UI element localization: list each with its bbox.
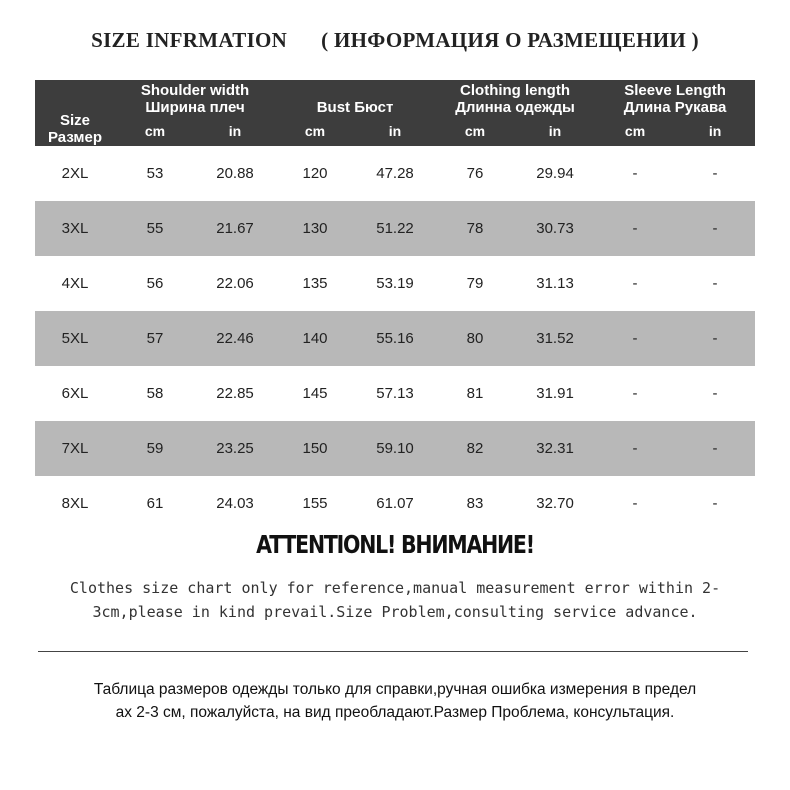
shoulder-width-header: [115, 80, 275, 116]
table-row: [35, 256, 755, 311]
cell-shoulder-in: 20.88: [216, 165, 254, 182]
sleeve-length-header: [595, 80, 755, 116]
cell-length-in: 30.73: [536, 220, 574, 237]
cell-shoulder-in: 24.03: [216, 495, 254, 512]
shoulder-width-en: Shoulder width: [140, 82, 250, 99]
disclaimer-ru: [22, 678, 768, 724]
cell-bust-cm: 150: [302, 440, 328, 457]
disclaimer-ru-line: ах 2-3 см, пожалуйста, на вид преобладают.Размер Проблема, консультация.: [115, 704, 675, 721]
cell-sleeve-in: -: [712, 385, 718, 402]
cell-shoulder-cm: 58: [146, 385, 164, 402]
cell-sleeve-cm: -: [632, 385, 638, 402]
cell-shoulder-cm: 53: [146, 165, 164, 182]
cell-bust-in: 53.19: [376, 275, 414, 292]
cell-length-in: 31.91: [536, 385, 574, 402]
disclaimer-ru-line: Таблица размеров одежды только для справки,ручная ошибка измерения в предел: [93, 681, 697, 698]
cell-length-cm: 82: [466, 440, 484, 457]
cell-bust-cm: 130: [302, 220, 328, 237]
table-row: [35, 476, 755, 531]
disclaimer-en-line: 3cm,please in kind prevail.Size Problem,consulting service advance.: [92, 603, 698, 621]
cell-size: 6XL: [61, 385, 89, 402]
cell-shoulder-in: 23.25: [216, 440, 254, 457]
cell-sleeve-in: -: [712, 495, 718, 512]
table-row: [35, 421, 755, 476]
cell-length-in: 31.13: [536, 275, 574, 292]
cell-bust-cm: 135: [302, 275, 328, 292]
cell-size: 8XL: [61, 495, 89, 512]
disclaimer-en-line: Clothes size chart only for reference,manual measurement error within 2-: [69, 579, 721, 597]
bust-header: [275, 80, 435, 116]
cell-shoulder-cm: 59: [146, 440, 164, 457]
size-column-header: [35, 80, 115, 146]
unit-in: in: [548, 122, 562, 139]
cell-sleeve-in: -: [712, 440, 718, 457]
table-header: [35, 80, 755, 146]
disclaimer-en: [30, 576, 760, 624]
cell-bust-in: 55.16: [376, 330, 414, 347]
cell-length-in: 32.31: [536, 440, 574, 457]
clothing-length-ru: Длинна одежды: [455, 99, 575, 116]
cell-shoulder-cm: 61: [146, 495, 164, 512]
size-table: [35, 80, 755, 531]
cell-sleeve-cm: -: [632, 330, 638, 347]
clothing-length-en: Clothing length: [460, 82, 571, 99]
cell-size: 2XL: [61, 165, 89, 182]
cell-bust-cm: 140: [302, 330, 328, 347]
title-en: SIZE INFRMATION: [91, 28, 288, 52]
table-body: [35, 146, 755, 531]
cell-sleeve-in: -: [712, 220, 718, 237]
cell-sleeve-cm: -: [632, 275, 638, 292]
table-row: [35, 366, 755, 421]
attention-heading: ATTENTIONL! ВНИМАНИЕ!: [256, 530, 534, 559]
cell-sleeve-cm: -: [632, 495, 638, 512]
size-header-ru: Размер: [47, 129, 103, 146]
cell-shoulder-in: 22.06: [216, 275, 254, 292]
unit-in: in: [228, 122, 242, 139]
sleeve-length-en: Sleeve Length: [624, 82, 726, 99]
cell-sleeve-cm: -: [632, 220, 638, 237]
cell-shoulder-in: 22.46: [216, 330, 254, 347]
cell-sleeve-in: -: [712, 330, 718, 347]
cell-length-cm: 76: [466, 165, 484, 182]
cell-shoulder-cm: 57: [146, 330, 164, 347]
cell-sleeve-cm: -: [632, 165, 638, 182]
header-row-groups: [35, 80, 755, 116]
cell-length-in: 29.94: [536, 165, 574, 182]
cell-size: 3XL: [61, 220, 89, 237]
cell-length-cm: 80: [466, 330, 484, 347]
size-table-container: [35, 80, 755, 531]
unit-cm: cm: [304, 122, 326, 139]
cell-shoulder-in: 21.67: [216, 220, 254, 237]
page-title: [0, 28, 790, 53]
unit-cm: cm: [624, 122, 646, 139]
cell-shoulder-in: 22.85: [216, 385, 254, 402]
cell-length-cm: 78: [466, 220, 484, 237]
cell-bust-in: 61.07: [376, 495, 414, 512]
cell-bust-in: 57.13: [376, 385, 414, 402]
table-row: [35, 201, 755, 256]
table-row: [35, 311, 755, 366]
cell-bust-cm: 155: [302, 495, 328, 512]
cell-bust-cm: 145: [302, 385, 328, 402]
cell-sleeve-in: -: [712, 275, 718, 292]
cell-bust-in: 51.22: [376, 220, 414, 237]
cell-length-cm: 83: [466, 495, 484, 512]
unit-cm: cm: [464, 122, 486, 139]
header-row-units: [35, 116, 755, 146]
divider-line: [38, 651, 748, 652]
bust-label: Bust Бюст: [316, 99, 394, 116]
cell-bust-in: 47.28: [376, 165, 414, 182]
size-header-en: Size: [59, 112, 90, 129]
cell-shoulder-cm: 56: [146, 275, 164, 292]
cell-length-in: 31.52: [536, 330, 574, 347]
unit-cm: cm: [144, 122, 166, 139]
unit-in: in: [388, 122, 402, 139]
cell-sleeve-cm: -: [632, 440, 638, 457]
cell-size: 5XL: [61, 330, 89, 347]
cell-shoulder-cm: 55: [146, 220, 164, 237]
cell-length-cm: 79: [466, 275, 484, 292]
cell-length-in: 32.70: [536, 495, 574, 512]
cell-size: 7XL: [61, 440, 89, 457]
cell-size: 4XL: [61, 275, 89, 292]
cell-sleeve-in: -: [712, 165, 718, 182]
clothing-length-header: [435, 80, 595, 116]
shoulder-width-ru: Ширина плеч: [145, 99, 245, 116]
table-row: [35, 146, 755, 201]
cell-length-cm: 81: [466, 385, 484, 402]
cell-bust-in: 59.10: [376, 440, 414, 457]
cell-bust-cm: 120: [302, 165, 328, 182]
unit-in: in: [708, 122, 722, 139]
sleeve-length-ru: Длина Рукава: [623, 99, 727, 116]
title-ru: ( ИНФОРМАЦИЯ О РАЗМЕЩЕНИИ ): [321, 28, 699, 52]
